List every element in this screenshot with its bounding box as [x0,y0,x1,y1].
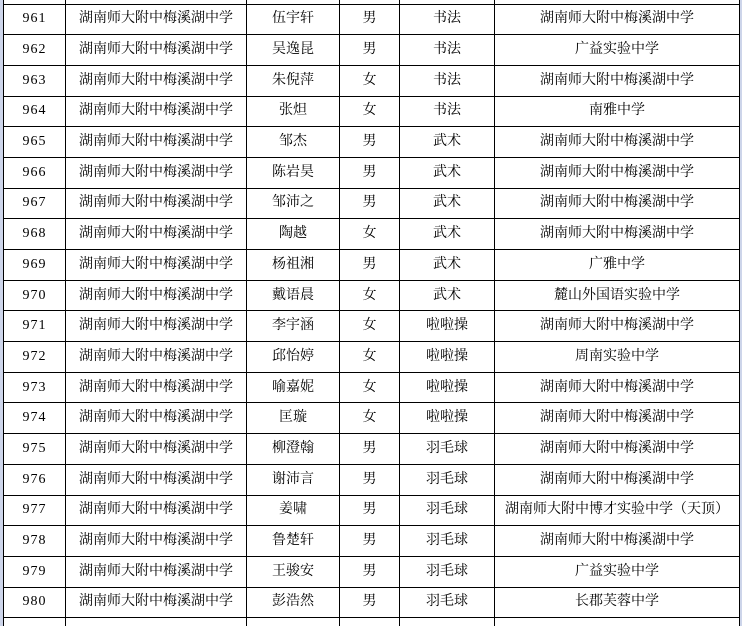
cell-student-name: 戴语晨 [247,280,340,311]
cell-school: 湖南师大附中梅溪湖中学 [66,403,247,434]
table-row [4,526,740,557]
cell-row-number: 973 [4,372,66,403]
cell-gender: 男 [340,35,400,66]
cell-assigned-school: 湖南师大附中梅溪湖中学 [495,526,740,557]
cell-school: 湖南师大附中梅溪湖中学 [66,434,247,465]
cell-student-name: 邹杰 [247,127,340,158]
empty-cell [4,618,66,626]
cell-student-name: 邹沛之 [247,188,340,219]
cutoff-row-bottom [4,618,740,626]
cell-school: 湖南师大附中梅溪湖中学 [66,65,247,96]
cell-specialty: 书法 [400,65,495,96]
cell-student-name: 伍宇轩 [247,4,340,35]
cell-student-name: 陈岩昊 [247,157,340,188]
cell-gender: 男 [340,188,400,219]
cell-school: 湖南师大附中梅溪湖中学 [66,311,247,342]
cell-row-number: 977 [4,495,66,526]
cell-gender: 男 [340,556,400,587]
cell-student-name: 柳澄翰 [247,434,340,465]
cell-row-number: 969 [4,250,66,281]
cell-student-name: 杨祖湘 [247,250,340,281]
cell-row-number: 978 [4,526,66,557]
cell-assigned-school: 长郡芙蓉中学 [495,587,740,618]
cell-specialty: 羽毛球 [400,434,495,465]
cell-specialty: 武术 [400,219,495,250]
cell-school: 湖南师大附中梅溪湖中学 [66,127,247,158]
cell-school: 湖南师大附中梅溪湖中学 [66,464,247,495]
table-row [4,219,740,250]
cell-assigned-school: 湖南师大附中梅溪湖中学 [495,464,740,495]
cell-gender: 女 [340,219,400,250]
cell-row-number: 966 [4,157,66,188]
cell-student-name: 朱倪萍 [247,65,340,96]
table-row [4,434,740,465]
cell-assigned-school: 湖南师大附中梅溪湖中学 [495,127,740,158]
cell-school: 湖南师大附中梅溪湖中学 [66,280,247,311]
cell-assigned-school: 广益实验中学 [495,556,740,587]
cell-gender: 女 [340,403,400,434]
cell-school: 湖南师大附中梅溪湖中学 [66,250,247,281]
cell-specialty: 啦啦操 [400,342,495,373]
cell-gender: 女 [340,372,400,403]
cell-row-number: 976 [4,464,66,495]
table-row [4,464,740,495]
cell-student-name: 喻嘉妮 [247,372,340,403]
cell-student-name: 姜啸 [247,495,340,526]
cell-specialty: 书法 [400,96,495,127]
cell-school: 湖南师大附中梅溪湖中学 [66,587,247,618]
cell-specialty: 武术 [400,280,495,311]
table-row [4,311,740,342]
empty-cell [247,618,340,626]
cell-row-number: 974 [4,403,66,434]
cell-row-number: 963 [4,65,66,96]
table-row [4,372,740,403]
cell-student-name: 彭浩然 [247,587,340,618]
cell-specialty: 羽毛球 [400,587,495,618]
table-row [4,96,740,127]
table-row [4,35,740,66]
cell-assigned-school: 湖南师大附中梅溪湖中学 [495,434,740,465]
empty-cell [400,618,495,626]
cell-assigned-school: 湖南师大附中梅溪湖中学 [495,4,740,35]
table-row [4,587,740,618]
cell-row-number: 964 [4,96,66,127]
cell-specialty: 啦啦操 [400,372,495,403]
cell-school: 湖南师大附中梅溪湖中学 [66,372,247,403]
cell-gender: 女 [340,311,400,342]
cell-specialty: 啦啦操 [400,403,495,434]
cell-school: 湖南师大附中梅溪湖中学 [66,4,247,35]
cell-gender: 女 [340,342,400,373]
table-row [4,188,740,219]
cell-school: 湖南师大附中梅溪湖中学 [66,157,247,188]
cell-gender: 女 [340,65,400,96]
cell-student-name: 吴逸昆 [247,35,340,66]
cell-specialty: 羽毛球 [400,464,495,495]
cell-assigned-school: 广雅中学 [495,250,740,281]
table-row [4,127,740,158]
empty-cell [340,618,400,626]
cell-row-number: 975 [4,434,66,465]
cell-school: 湖南师大附中梅溪湖中学 [66,96,247,127]
table-row [4,495,740,526]
table-row [4,4,740,35]
cell-assigned-school: 广益实验中学 [495,35,740,66]
table-row [4,157,740,188]
cell-school: 湖南师大附中梅溪湖中学 [66,495,247,526]
cell-row-number: 980 [4,587,66,618]
cell-row-number: 972 [4,342,66,373]
cell-assigned-school: 湖南师大附中梅溪湖中学 [495,372,740,403]
cell-row-number: 971 [4,311,66,342]
cell-gender: 男 [340,526,400,557]
cell-student-name: 陶越 [247,219,340,250]
cell-assigned-school: 湖南师大附中梅溪湖中学 [495,188,740,219]
table-row [4,280,740,311]
cell-school: 湖南师大附中梅溪湖中学 [66,556,247,587]
cell-specialty: 羽毛球 [400,495,495,526]
cell-specialty: 武术 [400,188,495,219]
cell-assigned-school: 周南实验中学 [495,342,740,373]
table-row [4,65,740,96]
cell-specialty: 啦啦操 [400,311,495,342]
cell-row-number: 970 [4,280,66,311]
cell-specialty: 羽毛球 [400,526,495,557]
cell-gender: 男 [340,4,400,35]
cell-student-name: 谢沛言 [247,464,340,495]
cell-gender: 女 [340,280,400,311]
cell-assigned-school: 南雅中学 [495,96,740,127]
cell-student-name: 王骏安 [247,556,340,587]
cell-assigned-school: 湖南师大附中梅溪湖中学 [495,311,740,342]
cell-school: 湖南师大附中梅溪湖中学 [66,219,247,250]
cell-gender: 女 [340,96,400,127]
empty-cell [495,618,740,626]
student-placement-table [3,0,740,626]
cell-assigned-school: 湖南师大附中梅溪湖中学 [495,219,740,250]
cell-school: 湖南师大附中梅溪湖中学 [66,526,247,557]
table-row [4,556,740,587]
cell-row-number: 965 [4,127,66,158]
cell-specialty: 武术 [400,127,495,158]
cell-row-number: 962 [4,35,66,66]
cell-gender: 男 [340,495,400,526]
cell-gender: 男 [340,434,400,465]
empty-cell [66,618,247,626]
cell-assigned-school: 湖南师大附中博才实验中学（天顶） [495,495,740,526]
cell-gender: 男 [340,464,400,495]
cell-student-name: 李宇涵 [247,311,340,342]
cell-school: 湖南师大附中梅溪湖中学 [66,342,247,373]
cell-assigned-school: 麓山外国语实验中学 [495,280,740,311]
cell-row-number: 968 [4,219,66,250]
cell-row-number: 961 [4,4,66,35]
cell-gender: 男 [340,157,400,188]
table-row [4,250,740,281]
table-row [4,403,740,434]
cell-row-number: 979 [4,556,66,587]
cell-student-name: 张炟 [247,96,340,127]
table-row [4,342,740,373]
cell-student-name: 邱怡婷 [247,342,340,373]
cell-row-number: 967 [4,188,66,219]
cell-assigned-school: 湖南师大附中梅溪湖中学 [495,157,740,188]
cell-specialty: 书法 [400,4,495,35]
cell-specialty: 武术 [400,250,495,281]
cell-gender: 男 [340,127,400,158]
cell-gender: 男 [340,250,400,281]
cell-student-name: 匡璇 [247,403,340,434]
cell-specialty: 羽毛球 [400,556,495,587]
cell-gender: 男 [340,587,400,618]
cell-assigned-school: 湖南师大附中梅溪湖中学 [495,403,740,434]
cell-school: 湖南师大附中梅溪湖中学 [66,188,247,219]
cell-specialty: 武术 [400,157,495,188]
cell-specialty: 书法 [400,35,495,66]
cell-student-name: 鲁楚轩 [247,526,340,557]
cell-school: 湖南师大附中梅溪湖中学 [66,35,247,66]
cell-assigned-school: 湖南师大附中梅溪湖中学 [495,65,740,96]
